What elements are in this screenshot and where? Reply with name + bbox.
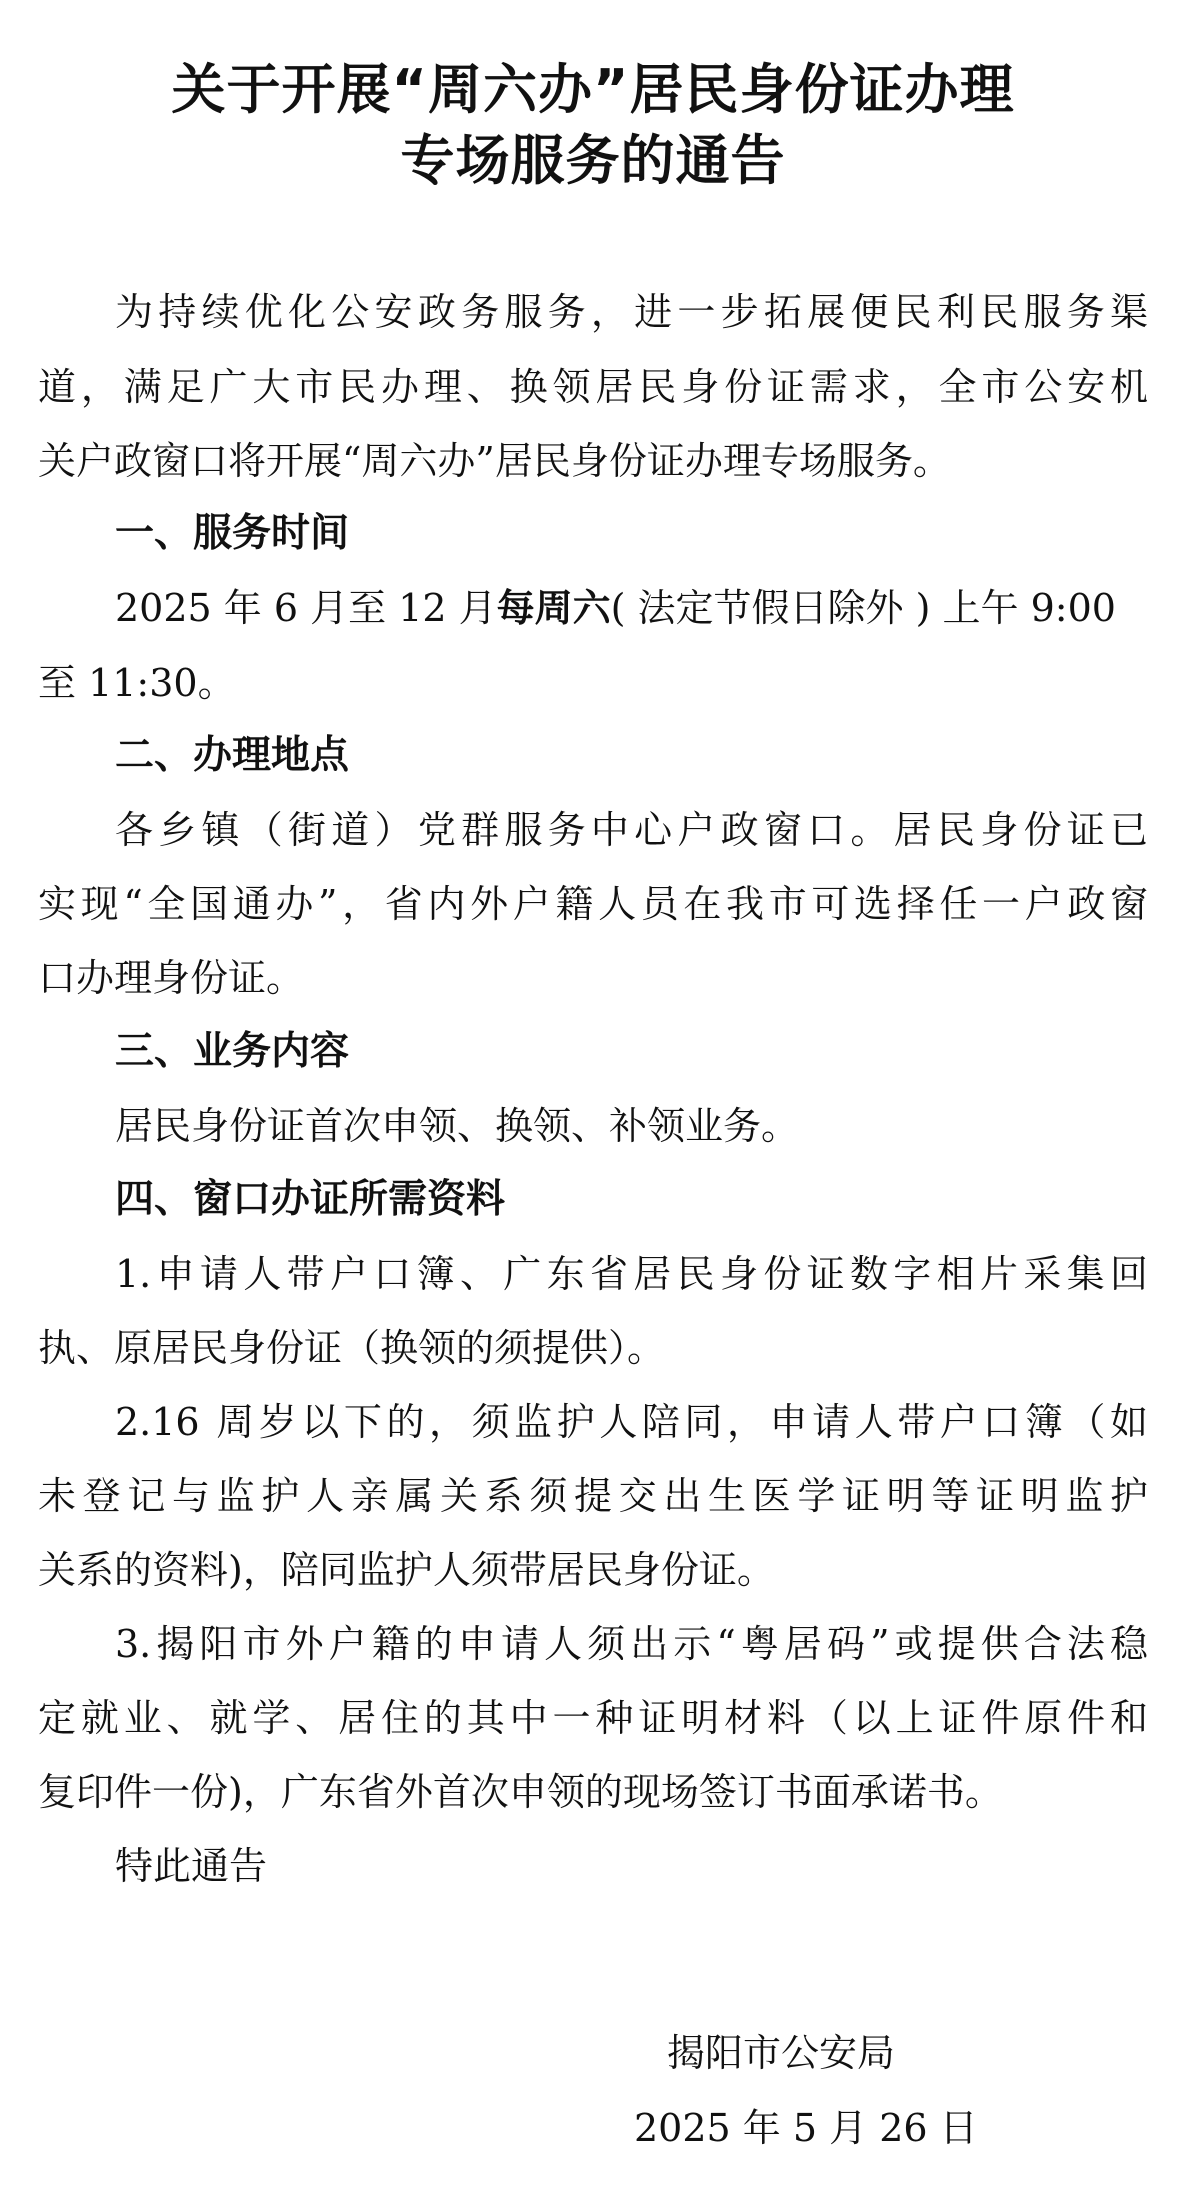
section-1-line-2: 至 11:30。 xyxy=(38,661,236,705)
section-3-heading: 三、业务内容 xyxy=(115,1029,350,1074)
section-2-heading: 二、办理地点 xyxy=(115,733,350,778)
intro-line-2: 道，满足广大市民办理、换领居民身份证需求，全市公安机 xyxy=(38,365,1148,409)
section-4-item-3-line-1: 3.揭阳市外户籍的申请人须出示“粤居码”或提供合法稳 xyxy=(115,1622,1148,1666)
section-4-item-3-line-3: 复印件一份)，广东省外首次申领的现场签订书面承诺书。 xyxy=(38,1770,1003,1814)
section-4-item-2-line-3: 关系的资料)，陪同监护人须带居民身份证。 xyxy=(38,1548,775,1592)
section-4-item-2-line-2: 未登记与监护人亲属关系须提交出生医学证明等证明监护 xyxy=(38,1474,1148,1518)
service-date-range: 2025 年 6 月至 12 月 xyxy=(115,586,497,630)
issue-date: 2025 年 5 月 26 日 xyxy=(634,2106,978,2150)
section-2-line-2: 实现“全国通办”，省内外户籍人员在我市可选择任一户政窗 xyxy=(38,882,1148,926)
section-3-line-1: 居民身份证首次申领、换领、补领业务。 xyxy=(115,1104,800,1148)
closing-text: 特此通告 xyxy=(115,1844,268,1888)
section-4-item-1-line-2: 执、原居民身份证（换领的须提供）。 xyxy=(38,1326,666,1370)
section-2-line-3: 口办理身份证。 xyxy=(38,956,305,1000)
document-title-line-2: 专场服务的通告 xyxy=(400,129,786,192)
section-2-line-1: 各乡镇（街道）党群服务中心户政窗口。居民身份证已 xyxy=(115,808,1148,852)
service-day-bold: 每周六 xyxy=(496,586,611,630)
issuer-name: 揭阳市公安局 xyxy=(667,2031,896,2075)
section-4-heading: 四、窗口办证所需资料 xyxy=(115,1177,506,1222)
intro-line-3: 关户政窗口将开展“周六办”居民身份证办理专场服务。 xyxy=(38,439,951,483)
intro-line-1: 为持续优化公安政务服务，进一步拓展便民利民服务渠 xyxy=(115,290,1148,334)
section-1-heading: 一、服务时间 xyxy=(115,511,350,556)
section-4-item-1-line-1: 1.申请人带户口簿、广东省居民身份证数字相片采集回 xyxy=(115,1252,1148,1296)
document-title-line-1: 关于开展“周六办”居民身份证办理 xyxy=(171,58,1015,121)
section-4-item-3-line-2: 定就业、就学、居住的其中一种证明材料（以上证件原件和 xyxy=(38,1696,1148,1740)
section-4-item-2-line-1: 2.16 周岁以下的，须监护人陪同，申请人带户口簿（如 xyxy=(115,1400,1148,1444)
service-time-start: ( 法定节假日除外 ) 上午 9:00 xyxy=(610,586,1116,630)
section-1-line-1 xyxy=(115,582,1148,634)
